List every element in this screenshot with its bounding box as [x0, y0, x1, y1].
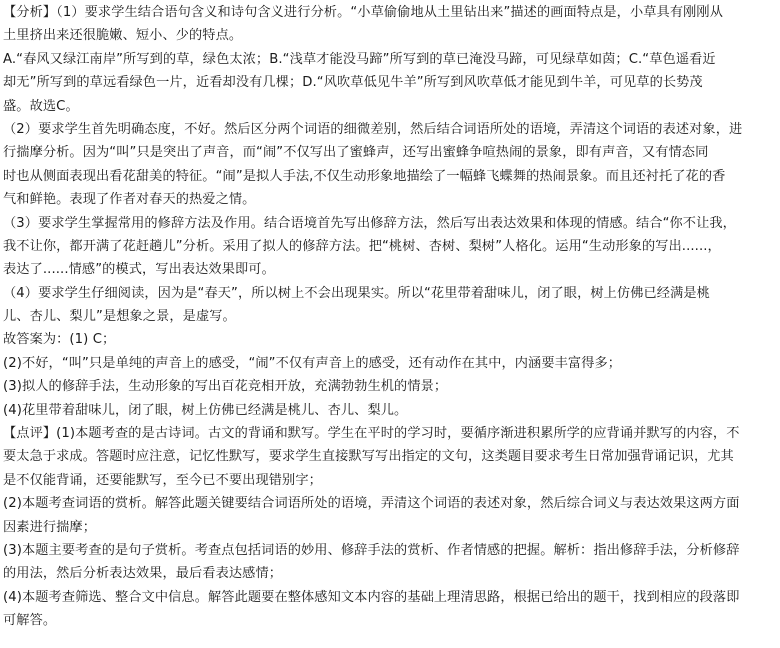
text-line: (4)花里带着甜味儿，闭了眼，树上仿佛已经满是桃儿、杏儿、梨儿。 — [3, 402, 408, 418]
text-line: (3)拟人的修辞手法，生动形象的写出百花竞相开放，充满勃勃生机的情景； — [3, 379, 448, 395]
text-line: 表达了......情感”的模式，写出表达效果即可。 — [3, 262, 275, 278]
text-line: （4）要求学生仔细阅读，因为是“春天”，所以树上不会出现果实。所以“花里带着甜味儿，闭了眼，树上仿佛已经满是桃 — [3, 285, 710, 301]
text-line: 儿、杏儿、梨儿”是想象之景，是虚写。 — [3, 309, 236, 325]
text-line: 的用法，然后分析表达效果，最后看表达感情； — [3, 566, 283, 582]
text-line: 故答案为：(1) C； — [3, 332, 116, 348]
answer-explanation-document — [3, 1, 777, 633]
text-line: 【分析】（1）要求学生结合语句含义和诗句含义进行分析。“小草偷偷地从土里钻出来”描述的画面特点是，小草具有刚刚从 — [3, 5, 723, 20]
text-line: (2)本题考查词语的赏析。解答此题关键要结合词语所处的语境，弄清这个词语的表述对象，然后综合词义与表达效果这两方面 — [3, 496, 740, 512]
text-line: (4)本题考查筛选、整合文中信息。解答此题要在整体感知文本内容的基础上理清思路，根据已给出的题干，找到相应的段落即 — [3, 589, 740, 605]
text-line: 土里挤出来还很脆嫩、短小、少的特点。 — [3, 28, 243, 44]
text-line: 我不让你，都开满了花赶趟儿”分析。采用了拟人的修辞方法。把“桃树、杏树、梨树”人格化。运用“生动形象的写出......， — [3, 238, 721, 254]
text-line: 时也从侧面表现出看花甜美的特征。“闹”是拟人手法,不仅生动形象地描绘了一幅蜂飞蝶舞的热闹景象。而且还衬托了花的香 — [3, 168, 726, 184]
text-line: 气和鲜艳。表现了作者对春天的热爱之情。 — [3, 192, 256, 208]
text-line: 是不仅能背诵，还要能默写，至今已不要出现错别字； — [3, 472, 322, 488]
text-line: （3）要求学生掌握常用的修辞方法及作用。结合语境首先写出修辞方法，然后写出表达效果和体现的情感。结合“你不让我， — [3, 215, 736, 231]
text-line: 盛。故选C。 — [3, 98, 79, 114]
text-line: （2）要求学生首先明确态度，不好。然后区分两个词语的细微差别，然后结合词语所处的语境，弄清这个词语的表述对象，进 — [3, 121, 743, 137]
text-line: 要太急于求成。答题时应注意，记忆性默写，要求学生直接默写写出指定的文句，这类题目要求考生日常加强背诵记识，尤其 — [3, 449, 734, 465]
text-line: 可解答。 — [3, 613, 57, 629]
text-line: 因素进行揣摩； — [3, 519, 97, 535]
text-line: 【点评】(1)本题考查的是古诗词。古文的背诵和默写。学生在平时的学习时，要循序渐进积累所学的应背诵并默写的内容，不 — [3, 426, 740, 442]
text-line: (3)本题主要考查的是句子赏析。考查点包括词语的妙用、修辞手法的赏析、作者情感的把握。解析：指出修辞手法，分析修辞 — [3, 542, 740, 558]
text-line: 却无”所写到的草远看绿色一片，近看却没有几棵；D.“风吹草低见牛羊”所写到风吹草低才能见到牛羊，可见草的长势茂 — [3, 75, 703, 91]
text-line: (2)不好，“叫”只是单纯的声音上的感受，“闹”不仅有声音上的感受，还有动作在其中，内涵要丰富得多； — [3, 355, 622, 371]
text-line: 行揣摩分析。因为“叫”只是突出了声音，而“闹”不仅写出了蜜蜂声，还写出蜜蜂争喧热闹的景象，即有声音，又有情态同 — [3, 145, 709, 161]
text-line: A.“春风又绿江南岸”所写到的草，绿色太浓；B.“浅草才能没马蹄”所写到的草已淹没马蹄，可见绿草如茵；C.“草色遥看近 — [3, 51, 716, 67]
